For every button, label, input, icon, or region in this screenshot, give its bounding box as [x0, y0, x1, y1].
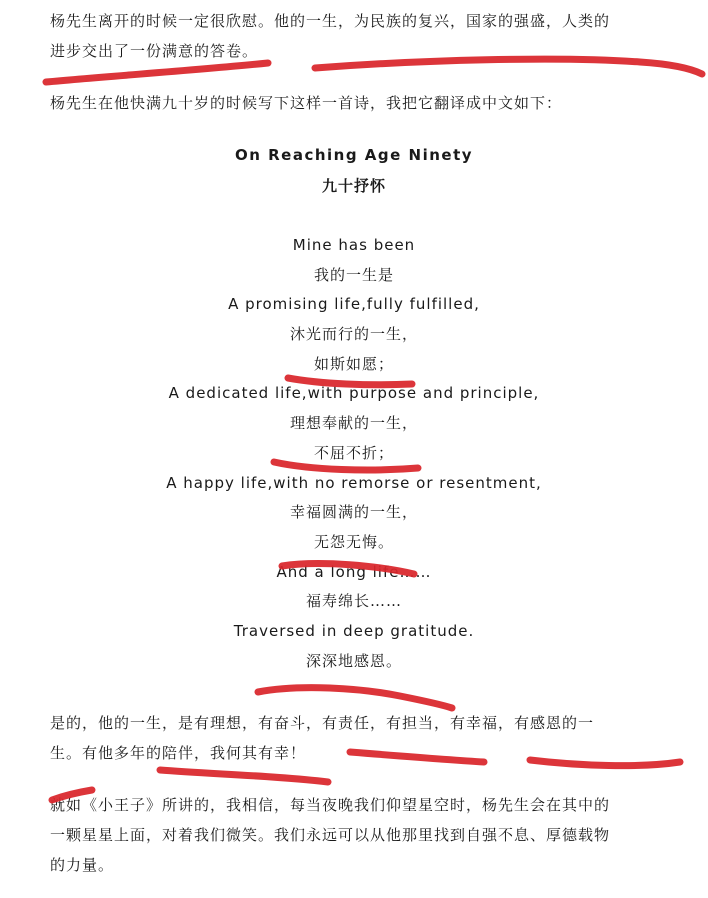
paragraph-1-line-2: 进步交出了一份满意的答卷。: [50, 42, 259, 60]
poem-line: Traversed in deep gratitude.: [233, 621, 475, 640]
paragraph-2-line-2: 生。有他多年的陪伴，我何其有幸！: [50, 744, 307, 762]
poem-line: A promising life,fully fulfilled,: [228, 295, 480, 314]
poem-line: A dedicated life,with purpose and principle,: [168, 384, 540, 403]
poem-line: 我的一生是: [313, 265, 394, 284]
paragraph-1-line-1: 杨先生离开的时候一定很欣慰。他的一生，为民族的复兴，国家的强盛，人类的: [50, 12, 611, 30]
paragraph-3-line-1: 就如《小王子》所讲的，我相信，每当夜晚我们仰望星空时，杨先生会在其中的: [50, 796, 611, 814]
marker-stroke: [160, 770, 328, 782]
poem-line: 幸福圆满的一生，: [289, 503, 418, 522]
paragraph-1: [50, 6, 690, 66]
poem-line: And a long life……: [276, 562, 432, 581]
poem-title-chinese: 九十抒怀: [321, 177, 386, 195]
poem-line: 如斯如愿；: [313, 354, 394, 373]
paragraph-2-line-1: 是的，他的一生，是有理想，有奋斗，有责任，有担当，有幸福，有感恩的一: [50, 714, 595, 732]
intro-paragraph: [50, 88, 690, 118]
poem-body: [0, 231, 708, 676]
marker-stroke: [258, 688, 452, 708]
poem-line: Mine has been: [292, 236, 416, 254]
poem-line: A happy life,with no remorse or resentment,: [166, 473, 542, 492]
intro-line: 杨先生在他快满九十岁的时候写下这样一首诗，我把它翻译成中文如下：: [50, 94, 563, 112]
paragraph-3-line-2: 一颗星星上面，对着我们微笑。我们永远可以从他那里找到自强不息、厚德载物: [50, 826, 611, 844]
poem-line: 无怨无悔。: [313, 532, 394, 551]
poem-line: 深深地感恩。: [305, 651, 402, 670]
paragraph-3: [50, 790, 690, 880]
paragraph-3-line-3: 的力量。: [50, 856, 115, 874]
poem-line: 理想奉献的一生，: [289, 414, 418, 433]
poem-title-english: On Reaching Age Ninety: [234, 146, 474, 164]
poem-line: 沐光而行的一生，: [289, 325, 418, 344]
paragraph-2: [50, 708, 690, 768]
poem-line: 不屈不折；: [313, 443, 394, 462]
poem-line: 福寿绵长……: [305, 592, 402, 611]
